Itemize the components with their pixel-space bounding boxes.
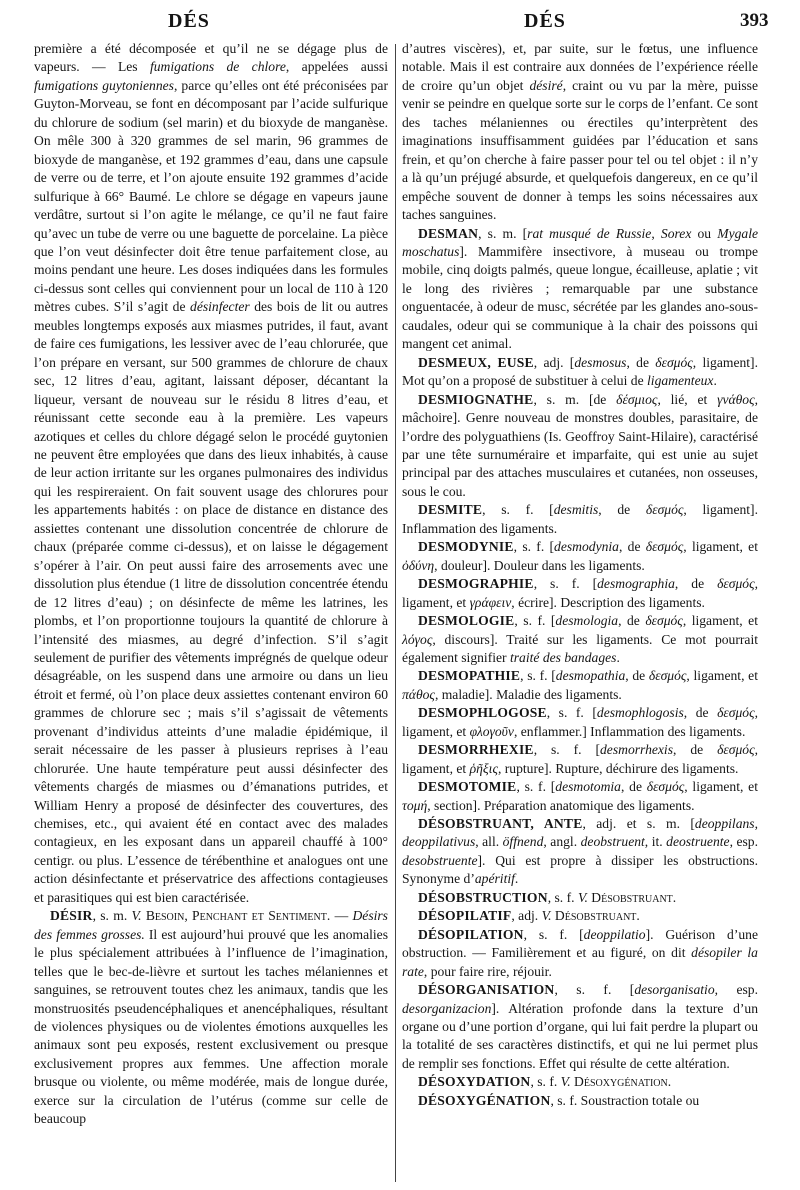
entry-headword: DÉSOBSTRUANT, ANTE [418, 816, 583, 832]
dictionary-entry [402, 1073, 758, 1091]
text-run: , [754, 816, 758, 832]
text-run: , de [618, 613, 646, 629]
continued-text [34, 40, 388, 907]
text-run: , esp. [729, 834, 758, 850]
dictionary-entry [402, 391, 758, 502]
italic-text: δεσμός [645, 502, 684, 518]
text-run: , ligament, et [682, 613, 758, 629]
entry-headword: DESMOPHLOGOSE [418, 705, 547, 721]
dictionary-entry [402, 575, 758, 612]
column-divider [395, 44, 396, 1182]
italic-text: τομή [402, 797, 428, 813]
text-run: , de [625, 668, 649, 684]
italic-text: γράφειν [469, 594, 512, 610]
italic-text: desmophlogosis [596, 705, 684, 721]
italic-text: rat musqué de Russie [527, 225, 652, 241]
italic-text: λόγος [402, 631, 433, 647]
text-run: Il est aujourd’hui prouvé que les anomalies le plus spécialement attribuées à l’influence de l’imagination, telles que le bec-de-lièvre et surtout les taches mélaniennes et sanguines, se retrouvent toutes chez les animaux, tandis que les monstruosités pseudencéphaliques et anencéphaliques, résultant de violences physiques ou de violentes émotions auxquelles les animaux sont peu exposés, restent exclusivement ou presque exclusivement propres aux femmes. Une affection morale brusque ou violente, ou même modérée, mais de longue durée, exerce sur la circulation de l’utérus (comme sur celle de beaucoup [34, 926, 388, 1127]
italic-text: desmorrhexis [600, 742, 673, 758]
entry-headword: DESMODYNIE [418, 539, 514, 555]
italic-text: γνάθος [717, 391, 755, 407]
italic-text: desobstruente [402, 852, 478, 868]
running-head-left: DÉS [168, 10, 210, 32]
italic-text: δεσμός [645, 613, 683, 629]
text-run: , de [626, 354, 656, 370]
text-run: . [514, 871, 519, 887]
left-column [34, 40, 388, 1129]
text-run: , s. f. [ [513, 539, 555, 555]
dictionary-entry [402, 907, 758, 925]
entry-headword: DESMIOGNATHE [418, 391, 534, 407]
cross-reference: Désoxygénation [574, 1074, 668, 1090]
cross-reference: Désobstruant [591, 889, 673, 905]
text-run: , enflammer.] Inflammation des ligaments. [513, 723, 746, 739]
page-number: 393 [740, 10, 769, 31]
text-run: , it. [644, 834, 667, 850]
entry-headword: DÉSOXYGÉNATION [418, 1092, 551, 1108]
text-run: . [672, 889, 677, 905]
cross-reference: Désobstruant [554, 908, 637, 924]
dictionary-entry [402, 981, 758, 1073]
text-run: des bois de lit ou autres meubles longtemps exposés aux miasmes putrides, il faut, avant de faire ces fumigations, les lessiver avec de l’eau chlorurée, que l’on prépare en versant, sur 500 grammes de chlorure de chaux sec, 12 litres d’eau, agitant, laissant déposer, décantant la liqueur, versant de nouveau sur le résidu 8 litres d’eau, et réunissant cette seconde eau à la première. Les vapeurs azotiques et celles du chlore dégagé selon le procédé guytonien ne peuvent être employées que dans des lieux inhabités, à cause de leur action irritante sur les organes pulmonaires des individus qui les respireraient. On fait souvent usage des chlorures pour les appartements habités : on place de distance en distance des assiettes contenant une dissolution concentrée de chlorure de chaux (préparée comme ci-dessus), et on laisse le dégagement s’opérer à l’air. On peut aussi faire des arrosements avec une dissolution plus étendue (1 litre de dissolution concentrée étendu de 12 litres d’eau) ; on désinfecte de même les latrines, les plombs, et l’on proportionne toujours la quantité de chlorure à l’intensité des miasmes, au degré d’infection. S’il s’agit seulement de purifier des vêtements imprégnés de quelque odeur désagréable, on les suspend dans une armoire ou dans un lieu étroit et fermé, où l’on place deux assiettes contenant environ 60 grammes de chlorure sec ; mais s’il s’agissait de vêtements provenant d’individus atteints d’une maladie épidémique, il serait nécessaire de les passer à plusieurs reprises à l’eau chlorurée. Une haute température peut aussi désinfecter des vêtements chargés de miasmes ou d’émanations putrides, et William Henry a proposé de désinfecter des couvertures, des chemises, etc., qui avaient été en contact avec des malades contagieux, en les exposant dans un appareil chauffé à 100° centigr. ou plus. L’essence de térébenthine et analogues ont une action désinfectante et préservatrice des affections contagieuses et parasitiques qui est bien caractérisée. [34, 299, 388, 905]
entry-headword: DÉSOPILATION [418, 926, 524, 942]
text-run: . [667, 1074, 672, 1090]
italic-text: δεσμός [645, 539, 684, 555]
text-run: ]. Mammifère insectivore, à museau ou trompe mobile, cinq doigts palmés, queue longue, écailleuse, aplatie ; vit le long des rivières ; remarquable par une substance onguentacée, à odeur de musc, sécrétée par les glandes ano-sous-caudales, odeur qui se communique à la chair des poissons qui mangent cet animal. [402, 243, 758, 352]
text-run: , lié, et [657, 391, 718, 407]
text-run: , ligament]. Inflammation des ligaments. [402, 502, 758, 536]
text-run: , s. f. [ [554, 982, 635, 998]
text-run: ou [691, 225, 718, 241]
italic-text: φλογοῦν [469, 723, 514, 739]
text-run: , de [674, 576, 718, 592]
dictionary-entry [402, 1092, 758, 1110]
dictionary-entry [402, 354, 758, 391]
italic-text: δεσμός [648, 668, 687, 684]
italic-text: δεσμός [717, 705, 755, 721]
text-run: , craint ou vu par la mère, puisse venir se peindre en quelque sorte sur le corps de l’enfant. Ce sont des taches mélaniennes ou érectiles qu’interprètent des imaginations insuffisamment guidées par l’éducation et sans frein, et qu’on cherche à faire passer pour tel ou tel objet : il n’y a là qu’un préjugé absurde, et quelquefois dangereux, en ce qu’il empêche souvent de donner à temps les soins nécessaires aux taches sanguines. [402, 77, 758, 223]
entry-headword: DÉSIR [50, 908, 93, 924]
text-run: , s. f. [ [546, 705, 597, 721]
text-run: , appelées aussi [285, 59, 388, 75]
italic-text: deoppilatio [583, 926, 646, 942]
text-run: , de [598, 502, 646, 518]
text-run: , écrire]. Description des ligaments. [511, 594, 705, 610]
text-run: , de [683, 705, 718, 721]
italic-text: ῥῆξις [469, 760, 498, 776]
text-run: , de [620, 779, 647, 795]
dictionary-entry [402, 741, 758, 778]
italic-text: δεσμός [717, 576, 755, 592]
text-run: , ligament]. Mot qu’on a proposé de substituer à celui de [402, 354, 758, 389]
italic-text: V. [577, 889, 588, 905]
italic-text: πάθος [402, 686, 435, 702]
dictionary-entry [402, 704, 758, 741]
text-run: . [636, 908, 640, 924]
italic-text: désiré [529, 77, 563, 93]
entry-headword: DESMEUX, EUSE [418, 354, 534, 370]
text-run: , all. [475, 834, 503, 850]
text-run: ]. Qui est propre à dissiper les obstructions. Synonyme d’ [402, 852, 758, 887]
right-column [402, 40, 758, 1110]
text-run: , de [618, 539, 646, 555]
text-run: , ligament, et [683, 539, 758, 555]
text-run: , douleur]. Douleur dans les ligaments. [434, 557, 645, 573]
italic-text: δεσμός [655, 354, 693, 370]
entry-headword: DESMOGRAPHIE [418, 576, 534, 592]
text-run: ]. Altération profonde dans la texture d’un organe ou d’une portion d’organe, qui lui fait perdre la plupart ou la totalité de ses caractères distinctifs, et qui ne lui permet plus de remplir ses fonctions. Effet qui résulte de cette altération. [402, 1000, 758, 1071]
text-run: , s. f. [530, 1074, 561, 1090]
text-run: , section]. Préparation anatomique des ligaments. [427, 797, 695, 813]
dictionary-entry [402, 612, 758, 667]
italic-text: desmodynia [554, 539, 619, 555]
text-run: , de [673, 742, 718, 758]
italic-text: desmologia [555, 613, 619, 629]
text-run: . [713, 373, 717, 389]
italic-text: deoppilans [694, 816, 755, 832]
italic-text: öffnend [502, 834, 544, 850]
text-run: , parce qu’elles ont été préconisées par Guyton-Morveau, se font en décomposant par l’acide sulfurique du chlorure de sodium (sel marin) et du bioxyde de manganèse. On mêle 300 à 320 grammes de sel marin, 96 grammes de bioxyde de manganèse, et 192 grammes d’eau, dans une capsule de verre ou de terre, et l’on ajoute ensuite 192 grammes d’acide sulfurique à 66° Baumé. Le chlore se dégage en vapeurs jaune verdâtre, surtout si l’on agite le mélange, ce qu’il ne faut faire qu’avec un tube de verre ou une baguette de porcelaine. La pièce que l’on veut désinfecter doit être tenue parfaitement close, au moins pendant une heure. Les doses indiquées dans les formules ci-dessus sont celles qui conviennent pour un local de 110 à 120 mètres cubes. S’il s’agit de [34, 77, 388, 315]
text-run: , adj. [ [533, 354, 575, 370]
text-run: , s. f. [ [516, 779, 556, 795]
cross-reference: Besoin, Penchant et Sentiment [145, 908, 327, 924]
italic-text: V. [131, 908, 142, 924]
text-run: , maladie]. Maladie des ligaments. [434, 686, 622, 702]
text-run: , esp. [714, 982, 758, 998]
italic-text: desmographia [597, 576, 675, 592]
italic-text: fumigations guytoniennes [34, 77, 174, 93]
dictionary-entry [402, 889, 758, 907]
entry-headword: DÉSOPILATIF [418, 908, 512, 924]
italic-text: désopiler la rate [402, 945, 758, 979]
italic-text: desmosus [574, 354, 627, 370]
text-run: , s. f. [547, 889, 578, 905]
entry-headword: DESMOTOMIE [418, 779, 517, 795]
text-run: ]. Guérison d’une obstruction. — Familièrement et au figuré, on dit [402, 926, 758, 961]
text-run: , s. f. Soustraction totale ou [550, 1092, 700, 1108]
text-run: , s. f. [ [533, 576, 598, 592]
italic-text: apéritif [474, 871, 515, 887]
text-run: , rupture]. Rupture, déchirure des ligaments. [497, 760, 739, 776]
text-run: d’autres viscères), et, par suite, sur le fœtus, une influence notable. Mais il est contraire aux données de l’expérience réelle de croire qu’un objet [402, 41, 758, 93]
text-run: , s. f. [ [523, 926, 584, 942]
italic-text: V. [560, 1074, 571, 1090]
entry-headword: DÉSOXYDATION [418, 1074, 531, 1090]
italic-text: desorganisatio [634, 982, 715, 998]
italic-text: deobstruent [580, 834, 645, 850]
italic-text: ligamenteux [647, 373, 714, 389]
entry-headword: DESMORRHEXIE [418, 742, 534, 758]
italic-text: desmotomia [555, 779, 621, 795]
dictionary-entry [402, 538, 758, 575]
text-run: , s. f. [ [514, 613, 556, 629]
text-run: , s. m. [92, 908, 132, 924]
italic-text: Désirs des femmes grosses. [34, 908, 388, 942]
italic-text: V. [541, 908, 552, 924]
text-run: , s. f. [ [533, 742, 600, 758]
continued-text [402, 40, 758, 225]
entry-headword: DESMITE [418, 502, 483, 518]
dictionary-entry [34, 907, 388, 1128]
italic-text: fumigations de chlore [149, 59, 286, 75]
entry-headword: DESMOPATHIE [418, 668, 521, 684]
text-run: , discours]. Traité sur les ligaments. Ce mot pourrait également signifier [402, 631, 758, 665]
text-run: , ligament, et [402, 576, 758, 610]
italic-text: desmopathia [555, 668, 626, 684]
dictionary-entry [402, 926, 758, 981]
italic-text: δέσμιος [616, 391, 658, 407]
text-run: , adj. et s. m. [ [582, 816, 695, 832]
text-run: , s. f. [ [520, 668, 556, 684]
running-head-right: DÉS [524, 10, 566, 32]
text-run: , ligament, et [402, 742, 758, 776]
dictionary-entry [402, 667, 758, 704]
text-run: , s. m. [ [478, 225, 528, 241]
text-run: , mâchoire]. Genre nouveau de monstres doubles, parasitaire, de l’ordre des polyguathiens (Is. Geoffroy Saint-Hilaire), caractérisé par une tête surnuméraire et imparfaite, qui est unie au sujet principal par des attaches musculaires et cutanées, non osseuses, sous le cou. [402, 391, 759, 499]
dictionary-entry [402, 225, 758, 354]
italic-text: Sorex [660, 225, 692, 241]
text-run: . [616, 649, 620, 665]
text-run: , adj. [511, 908, 542, 924]
text-run: , ligament, et [684, 779, 758, 795]
text-run: , s. m. [de [533, 391, 617, 407]
entry-headword: DESMOLOGIE [418, 613, 515, 629]
text-run: , s. f. [ [482, 502, 554, 518]
dictionary-entry [402, 778, 758, 815]
dictionary-entry [402, 501, 758, 538]
text-run: , pour faire rire, réjouir. [423, 963, 552, 979]
entry-headword: DESMAN [418, 225, 479, 241]
dictionary-entry [402, 815, 758, 889]
text-run: , ligament, et [686, 668, 758, 684]
text-run: , angl. [543, 834, 581, 850]
text-run: . — [326, 908, 353, 924]
text-run: première a été décomposée et qu’il ne se dégage plus de vapeurs. — Les [34, 41, 388, 75]
italic-text: desorganizacion [402, 1000, 492, 1016]
text-run: , [651, 225, 661, 241]
entry-headword: DÉSOBSTRUCTION [418, 889, 548, 905]
italic-text: ὀδύνη [402, 557, 435, 573]
italic-text: δεσμός [646, 779, 685, 795]
italic-text: Mygale moschatus [402, 225, 759, 259]
italic-text: traité des bandages [509, 649, 617, 665]
italic-text: δεσμός [717, 742, 755, 758]
italic-text: désinfecter [190, 299, 250, 315]
italic-text: desmitis [553, 502, 599, 518]
text-run: , ligament, et [402, 705, 758, 739]
entry-headword: DÉSORGANISATION [418, 982, 555, 998]
italic-text: deoppilativus [402, 834, 476, 850]
italic-text: deostruente [666, 834, 730, 850]
